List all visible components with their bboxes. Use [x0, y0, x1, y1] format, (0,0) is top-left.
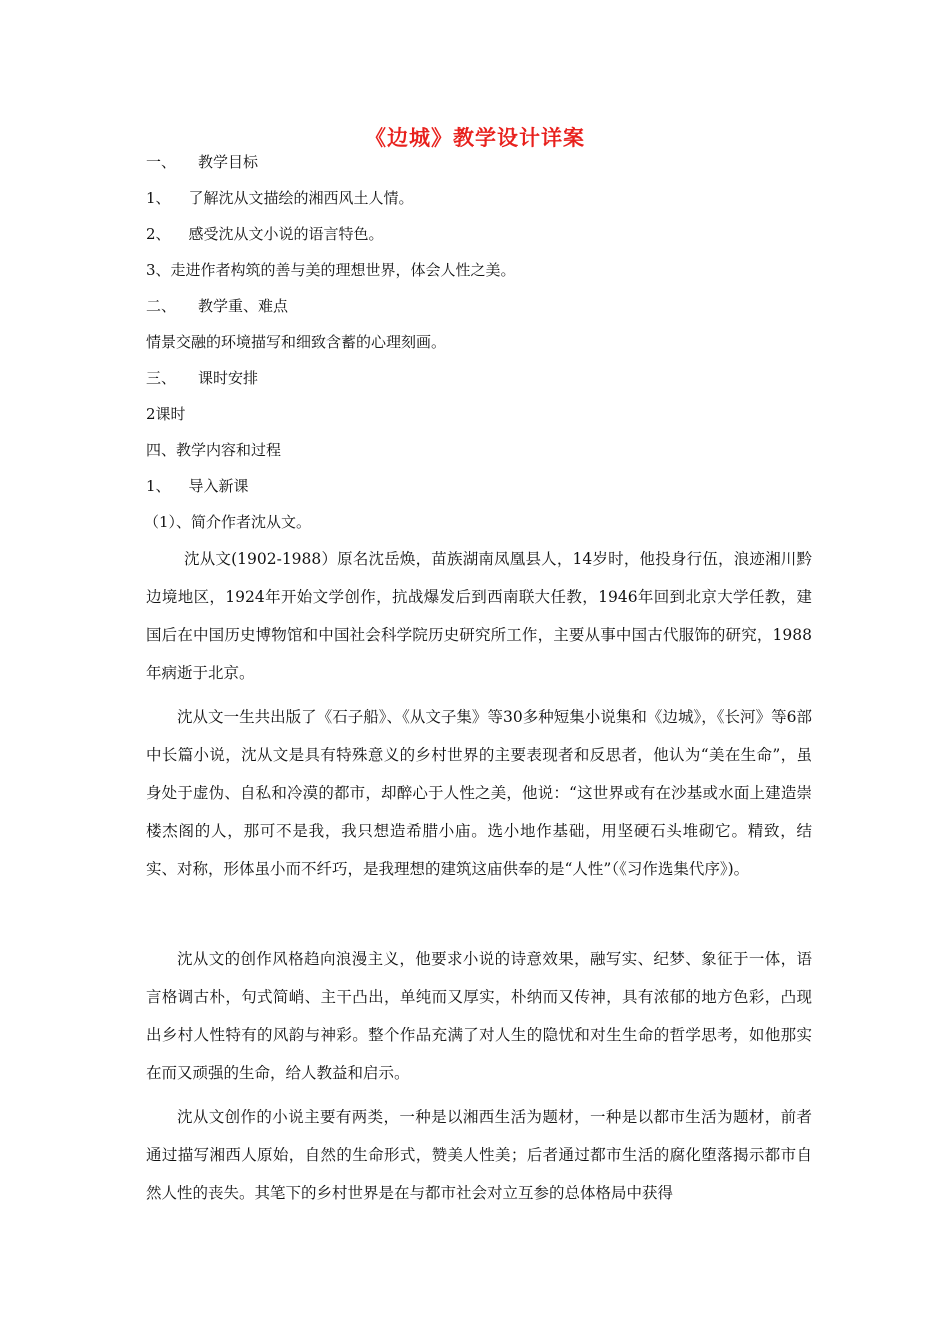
goal-1	[146, 188, 414, 208]
goal-1-text: 了解沈从文描绘的湘西风土人情。	[188, 189, 414, 207]
sub-step-1: （1）、简介作者沈从文。	[144, 513, 312, 531]
step-1	[146, 476, 249, 496]
section-1-heading	[146, 152, 258, 172]
step-1-text: 导入新课	[188, 477, 249, 495]
section-3-number: 三、	[146, 369, 177, 387]
paragraph-themes: 沈从文创作的小说主要有两类，一种是以湘西生活为题材，一种是以都市生活为题材，前者通过描写湘西人原始，自然的生命形式，赞美人性美；后者通过都市生活的腐化堕落揭示都市自然人性的丧失。其笔下的乡村世界是在与都市社会对立互参的总体格局中获得	[146, 1108, 812, 1202]
section-3-heading	[146, 368, 258, 388]
section-1-number: 一、	[146, 153, 177, 171]
paragraph-style: 沈从文的创作风格趋向浪漫主义，他要求小说的诗意效果，融写实、纪梦、象征于一体，语言格调古朴，句式简峭、主干凸出，单纯而又厚实，朴纳而又传神，具有浓郁的地方色彩，凸现出乡村人性特有的风韵与神彩。整个作品充满了对人生的隐忧和对生生命的哲学思考，如他那实在而又顽强的生命，给人教益和启示。	[146, 950, 812, 1082]
goal-3: 3、走进作者构筑的善与美的理想世界，体会人性之美。	[146, 261, 516, 279]
document-title: 《边城》教学设计详案	[365, 125, 585, 150]
goal-2-text: 感受沈从文小说的语言特色。	[188, 225, 384, 243]
section-2-number: 二、	[146, 297, 177, 315]
paragraph-works: 沈从文一生共出版了《石子船》、《从文子集》等30多种短集小说集和《边城》，《长河》等6部中长篇小说，沈从文是具有特殊意义的乡村世界的主要表现者和反思者，他认为“美在生命”，虽身处于虚伪、自私和冷漠的都市，却醉心于人性之美，他说：“这世界或有在沙基或水面上建造崇楼杰阁的人，那可不是我，我只想造希腊小庙。选小地作基础，用坚硬石头堆砌它。精致，结实、对称，形体虽小而不纤巧，是我理想的建筑这庙供奉的是“人性”（《习作选集代序》)。	[146, 708, 812, 878]
goal-2	[146, 224, 384, 244]
section-4-heading: 四、教学内容和过程	[146, 441, 282, 459]
section-3-title: 课时安排	[198, 369, 259, 387]
section-2-title: 教学重、难点	[198, 297, 289, 315]
step-1-number: 1、	[146, 477, 171, 495]
goal-1-number: 1、	[146, 189, 171, 207]
section-1-title: 教学目标	[198, 153, 259, 171]
section-2-heading	[146, 296, 288, 316]
section-3-body: 2课时	[146, 405, 186, 423]
goal-2-number: 2、	[146, 225, 171, 243]
paragraph-author-bio: 沈从文(1902-1988）原名沈岳焕，苗族湖南凤凰县人，14岁时，他投身行伍，浪迹湘川黔边境地区，1924年开始文学创作，抗战爆发后到西南联大任教，1946年回到北京大学任教，建国后在中国历史博物馆和中国社会科学院历史研究所工作，主要从事中国古代服饰的研究，1988年病逝于北京。	[146, 550, 812, 682]
section-2-body: 情景交融的环境描写和细致含蓄的心理刻画。	[146, 333, 447, 351]
